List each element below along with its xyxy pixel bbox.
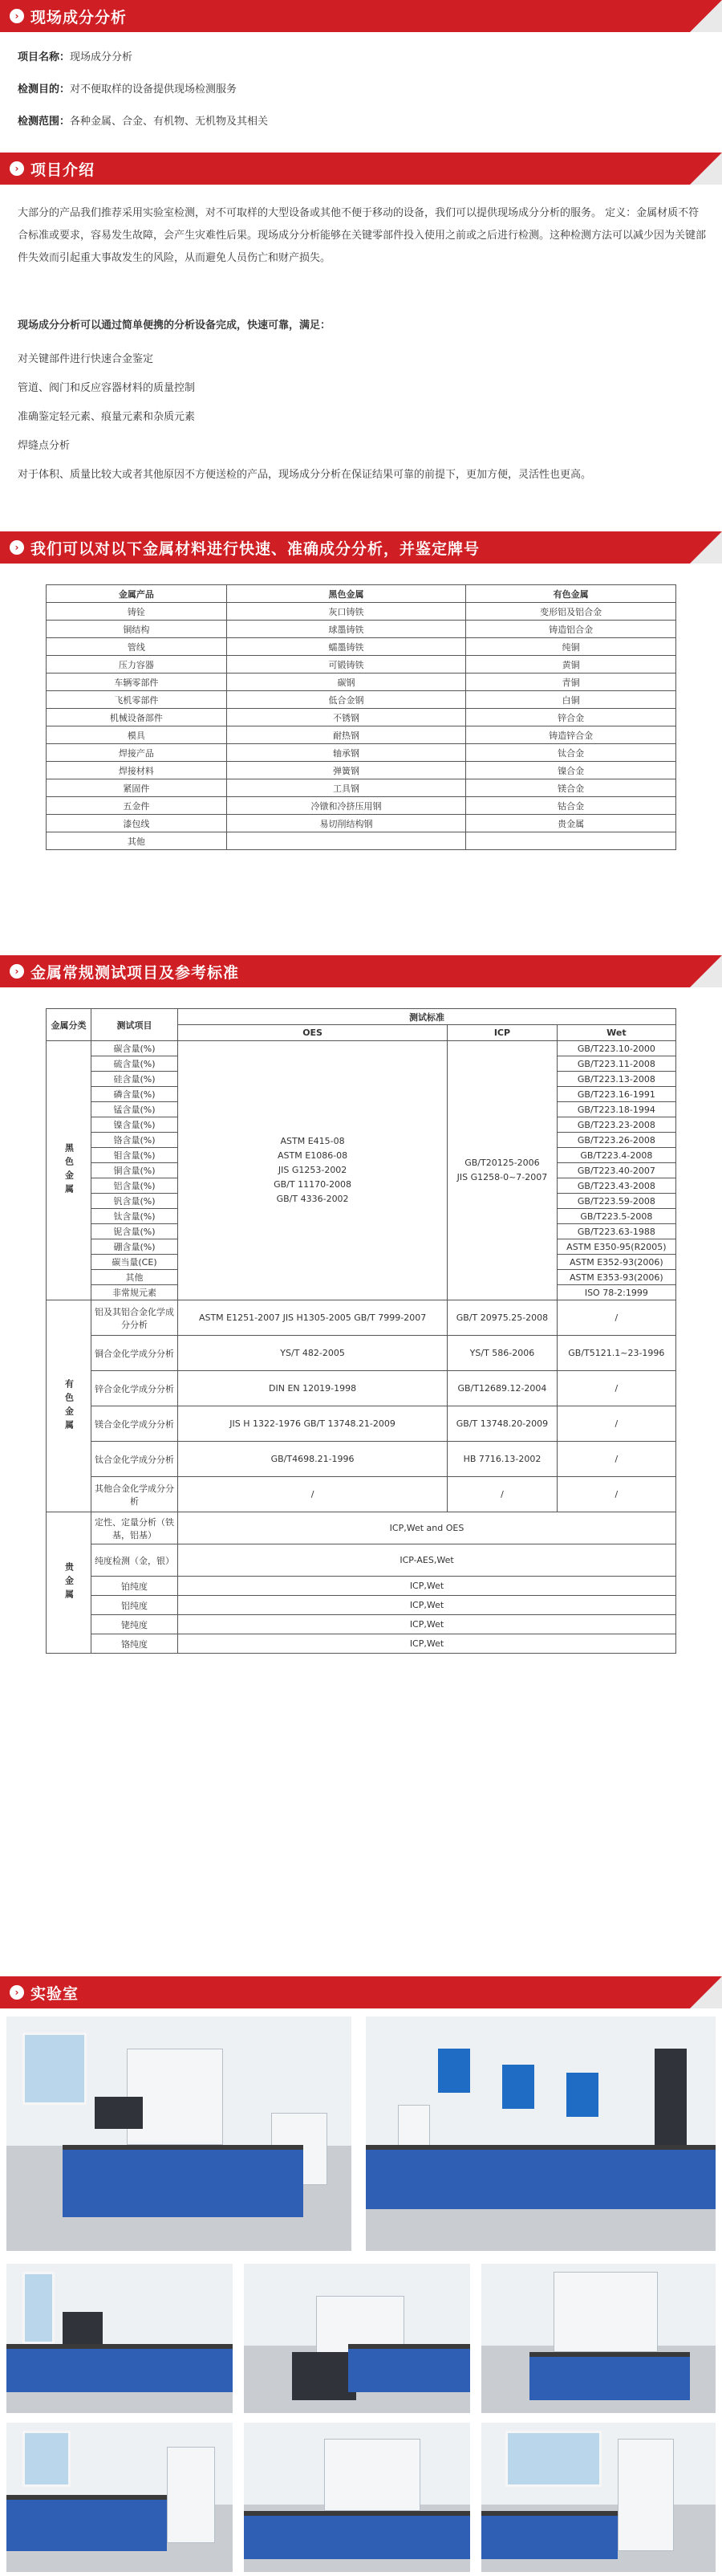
icp-standard: YS/T 586-2006 <box>448 1336 558 1371</box>
table-header-row <box>47 1009 676 1025</box>
test-item: 铜合金化学成分分析 <box>91 1336 178 1371</box>
section-title: 实验室 <box>30 1984 79 2003</box>
table-cell: 铸铨 <box>47 603 227 621</box>
table-row <box>47 638 676 656</box>
chevron-right-icon: › <box>10 9 24 23</box>
wet-standard: / <box>557 1300 675 1336</box>
test-item: 钼含量(%) <box>91 1148 178 1163</box>
table-row <box>47 1615 676 1634</box>
chevron-right-icon: › <box>10 540 24 555</box>
table-header: 黑色金属 <box>226 585 466 603</box>
lab-photo <box>481 2423 716 2572</box>
lab-photo <box>6 2264 233 2413</box>
table-row <box>47 674 676 691</box>
table-cell: 镍合金 <box>466 762 676 779</box>
table-row <box>47 832 676 850</box>
table-header: 金属产品 <box>47 585 227 603</box>
header-oes: OES <box>178 1025 448 1041</box>
icp-standard: GB/T 13748.20-2009 <box>448 1406 558 1442</box>
intro-lead: 现场成分分析可以通过简单便携的分析设备完成，快速可靠，满足： <box>18 319 331 332</box>
table-cell: 轴承钢 <box>226 744 466 762</box>
test-item: 其他 <box>91 1270 178 1285</box>
table-cell: 白铜 <box>466 691 676 709</box>
table-cell: 压力容器 <box>47 656 227 674</box>
project-purpose-label: 检测目的： <box>18 83 71 96</box>
intro-item: 焊缝点分析 <box>18 440 71 452</box>
table-cell <box>226 832 466 850</box>
icp-standard: GB/T12689.12-2004 <box>448 1371 558 1406</box>
table-header: 有色金属 <box>466 585 676 603</box>
test-item: 硫含量(%) <box>91 1056 178 1072</box>
project-purpose-value: 对不便取样的设备提供现场检测服务 <box>70 83 237 96</box>
table-row <box>47 1041 676 1056</box>
table-cell: 紧固件 <box>47 779 227 797</box>
table-cell: 不锈钢 <box>226 709 466 726</box>
test-item: 钒含量(%) <box>91 1194 178 1209</box>
section-header-materials <box>0 531 722 564</box>
oes-standard: YS/T 482-2005 <box>178 1336 448 1371</box>
wet-standard: GB/T223.5-2008 <box>557 1209 675 1224</box>
standard: ICP,Wet <box>178 1634 676 1654</box>
project-name-value: 现场成分分析 <box>70 51 133 63</box>
wet-standard: ISO 78-2:1999 <box>557 1285 675 1300</box>
test-item: 镁合金化学成分分析 <box>91 1406 178 1442</box>
table-cell: 耐热钢 <box>226 726 466 744</box>
oes-standard: JIS H 1322-1976 GB/T 13748.21-2009 <box>178 1406 448 1442</box>
test-item: 纯度检测（金，银） <box>91 1544 178 1577</box>
lab-photo <box>366 2016 716 2251</box>
intro-paragraph: 大部分的产品我们推荐采用实验室检测，对不可取样的大型设备或其他不便于移动的设备，我们可以提供现场成分分析的服务。 定义：金属材质不符合标准或要求，容易发生故障，会产生灾难性后果。现场成分分析能够在关键零部件投入使用之前或之后进行检测。这种检测方法可以减少因为关键部件失效而引起重大事故发生的风险，从而避免人员伤亡和财产损失。 <box>18 207 707 264</box>
test-item: 铝含量(%) <box>91 1178 178 1194</box>
wet-standard: GB/T223.16-1991 <box>557 1087 675 1102</box>
wet-standard: ASTM E352-93(2006) <box>557 1255 675 1270</box>
section-title: 项目介绍 <box>30 161 95 179</box>
class-label: 贵金属 <box>47 1512 91 1654</box>
table-cell: 灰口铸铁 <box>226 603 466 621</box>
wet-standard: GB/T223.23-2008 <box>557 1117 675 1133</box>
test-item: 铬纯度 <box>91 1634 178 1654</box>
table-cell: 青铜 <box>466 674 676 691</box>
table-cell: 管线 <box>47 638 227 656</box>
materials-table <box>46 584 676 850</box>
wet-standard: / <box>557 1442 675 1477</box>
section-header-intro <box>0 153 722 185</box>
standard-text: JIS G1258-0~7-2007 <box>456 1172 548 1182</box>
table-cell: 其他 <box>47 832 227 850</box>
table-cell: 漆包线 <box>47 815 227 832</box>
table-cell: 弹簧钢 <box>226 762 466 779</box>
test-item: 铝及其铝合金化学成分分析 <box>91 1300 178 1336</box>
oes-standard: / <box>178 1477 448 1512</box>
table-row <box>47 691 676 709</box>
wet-standard: GB/T223.59-2008 <box>557 1194 675 1209</box>
class-label: 黑色金属 <box>47 1041 91 1300</box>
table-cell: 可锻铸铁 <box>226 656 466 674</box>
table-row <box>47 1336 676 1371</box>
table-row <box>47 1634 676 1654</box>
test-item: 锌合金化学成分分析 <box>91 1371 178 1406</box>
wet-standard: ASTM E350-95(R2005) <box>557 1239 675 1255</box>
wet-standard: GB/T223.10-2000 <box>557 1041 675 1056</box>
section-title: 金属常规测试项目及参考标准 <box>30 963 240 982</box>
intro-item: 管道、阀门和反应容器材料的质量控制 <box>18 382 196 394</box>
table-row <box>47 726 676 744</box>
standard-text: ASTM E415-08 <box>280 1136 345 1146</box>
section-header-standards <box>0 955 722 987</box>
intro-item: 准确鉴定轻元素、痕量元素和杂质元素 <box>18 411 196 423</box>
table-cell: 变形铝及铝合金 <box>466 603 676 621</box>
table-row <box>47 762 676 779</box>
test-item: 锰含量(%) <box>91 1102 178 1117</box>
table-cell: 低合金钢 <box>226 691 466 709</box>
table-row <box>47 744 676 762</box>
table-cell: 车辆零部件 <box>47 674 227 691</box>
standard-text: JIS G1253-2002 <box>278 1165 347 1175</box>
table-row <box>47 1577 676 1596</box>
header-standard: 测试标准 <box>178 1009 676 1025</box>
table-row <box>47 1512 676 1544</box>
test-item: 定性、定量分析（铁基，铝基） <box>91 1512 178 1544</box>
header-class: 金属分类 <box>47 1009 91 1041</box>
header-corner <box>690 153 722 185</box>
wet-standard: GB/T223.43-2008 <box>557 1178 675 1194</box>
test-item: 铜含量(%) <box>91 1163 178 1178</box>
icp-standard: HB 7716.13-2002 <box>448 1442 558 1477</box>
table-row <box>47 656 676 674</box>
icp-standard: / <box>448 1477 558 1512</box>
test-item: 铌含量(%) <box>91 1224 178 1239</box>
table-row <box>47 1406 676 1442</box>
table-cell: 碳钢 <box>226 674 466 691</box>
chevron-right-icon: › <box>10 964 24 979</box>
section-title: 现场成分分析 <box>30 8 128 26</box>
table-cell: 锌合金 <box>466 709 676 726</box>
oes-standard: GB/T4698.21-1996 <box>178 1442 448 1477</box>
table-cell: 铸造锌合金 <box>466 726 676 744</box>
intro-conclusion: 对于体积、质量比较大或者其他原因不方便送检的产品，现场成分分析在保证结果可靠的前提下，更加方便，灵活性也更高。 <box>18 469 592 481</box>
table-cell: 易切削结构钢 <box>226 815 466 832</box>
intro-item: 对关键部件进行快速合金鉴定 <box>18 353 154 365</box>
table-cell: 铸造铝合金 <box>466 621 676 638</box>
header-corner <box>690 955 722 987</box>
test-item: 铬含量(%) <box>91 1133 178 1148</box>
test-item: 镍含量(%) <box>91 1117 178 1133</box>
class-label: 有色金属 <box>47 1300 91 1512</box>
table-cell: 冷镦和冷挤压用钢 <box>226 797 466 815</box>
oes-standard: ASTM E1251-2007 JIS H1305-2005 GB/T 7999-2007 <box>178 1300 448 1336</box>
lab-photo <box>481 2264 716 2413</box>
test-item: 碳含量(%) <box>91 1041 178 1056</box>
wet-standard: GB/T5121.1~23-1996 <box>557 1336 675 1371</box>
test-item: 碳当量(CE) <box>91 1255 178 1270</box>
test-item: 其他合金化学成分分析 <box>91 1477 178 1512</box>
standard: ICP,Wet and OES <box>178 1512 676 1544</box>
table-row <box>47 815 676 832</box>
header-corner <box>690 0 722 32</box>
wet-standard: / <box>557 1477 675 1512</box>
project-scope-label: 检测范围： <box>18 116 71 128</box>
table-row <box>47 709 676 726</box>
lab-photo <box>244 2423 470 2572</box>
table-cell: 五金件 <box>47 797 227 815</box>
table-row <box>47 779 676 797</box>
standard-text: GB/T 4336-2002 <box>276 1194 349 1204</box>
standard: ICP,Wet <box>178 1596 676 1615</box>
table-cell: 铜结构 <box>47 621 227 638</box>
table-row <box>47 1442 676 1477</box>
header-corner <box>690 1976 722 2008</box>
test-item: 非常规元素 <box>91 1285 178 1300</box>
project-name-label: 项目名称： <box>18 51 71 63</box>
project-scope-value: 各种金属、合金、有机物、无机物及其相关 <box>70 116 269 128</box>
table-cell: 焊接产品 <box>47 744 227 762</box>
table-row <box>47 621 676 638</box>
standard-text: GB/T20125-2006 <box>464 1158 540 1168</box>
table-cell: 贵金属 <box>466 815 676 832</box>
table-cell <box>466 832 676 850</box>
table-row <box>47 603 676 621</box>
header-item: 测试项目 <box>91 1009 178 1041</box>
test-item: 铂纯度 <box>91 1577 178 1596</box>
table-row <box>47 1544 676 1577</box>
test-item: 硅含量(%) <box>91 1072 178 1087</box>
standard: ICP,Wet <box>178 1577 676 1596</box>
wet-standard: GB/T223.4-2008 <box>557 1148 675 1163</box>
header-wet: Wet <box>557 1025 675 1041</box>
table-cell: 焊接材料 <box>47 762 227 779</box>
oes-standard: DIN EN 12019-1998 <box>178 1371 448 1406</box>
wet-standard: GB/T223.26-2008 <box>557 1133 675 1148</box>
chevron-right-icon: › <box>10 161 24 176</box>
wet-standard: GB/T223.18-1994 <box>557 1102 675 1117</box>
standards-table <box>46 1008 676 1654</box>
test-item: 硼含量(%) <box>91 1239 178 1255</box>
project-scope-line <box>18 112 268 128</box>
wet-standard: / <box>557 1371 675 1406</box>
wet-standard: GB/T223.63-1988 <box>557 1224 675 1239</box>
project-name-line <box>18 48 132 63</box>
table-cell: 钴合金 <box>466 797 676 815</box>
standard: ICP-AES,Wet <box>178 1544 676 1577</box>
table-row <box>47 1596 676 1615</box>
table-row <box>47 797 676 815</box>
header-icp: ICP <box>448 1025 558 1041</box>
table-row <box>47 1300 676 1336</box>
table-cell: 钛合金 <box>466 744 676 762</box>
lab-photo <box>244 2264 470 2413</box>
icp-standard: GB/T 20975.25-2008 <box>448 1300 558 1336</box>
lab-photo <box>6 2016 351 2251</box>
section-title: 我们可以对以下金属材料进行快速、准确成分分析，并鉴定牌号 <box>30 539 481 558</box>
standard-text: ASTM E1086-08 <box>278 1150 348 1161</box>
test-item: 铝纯度 <box>91 1596 178 1615</box>
icp-standards <box>448 1041 558 1300</box>
wet-standard: / <box>557 1406 675 1442</box>
section-header-onsite <box>0 0 722 32</box>
section-header-lab <box>0 1976 722 2008</box>
table-cell: 纯铜 <box>466 638 676 656</box>
wet-standard: ASTM E353-93(2006) <box>557 1270 675 1285</box>
wet-standard: GB/T223.13-2008 <box>557 1072 675 1087</box>
table-cell: 模具 <box>47 726 227 744</box>
standard: ICP,Wet <box>178 1615 676 1634</box>
table-cell: 镁合金 <box>466 779 676 797</box>
table-cell: 蠕墨铸铁 <box>226 638 466 656</box>
test-item: 铑纯度 <box>91 1615 178 1634</box>
test-item: 钛含量(%) <box>91 1209 178 1224</box>
test-item: 磷含量(%) <box>91 1087 178 1102</box>
table-row <box>47 1477 676 1512</box>
project-purpose-line <box>18 80 237 96</box>
oes-standards <box>178 1041 448 1300</box>
standard-text: GB/T 11170-2008 <box>274 1179 352 1190</box>
table-row <box>47 1371 676 1406</box>
table-cell: 球墨铸铁 <box>226 621 466 638</box>
table-cell: 黄铜 <box>466 656 676 674</box>
table-cell: 飞机零部件 <box>47 691 227 709</box>
table-cell: 机械设备部件 <box>47 709 227 726</box>
test-item: 钛合金化学成分分析 <box>91 1442 178 1477</box>
table-cell: 工具钢 <box>226 779 466 797</box>
wet-standard: GB/T223.11-2008 <box>557 1056 675 1072</box>
lab-photo <box>6 2423 233 2572</box>
wet-standard: GB/T223.40-2007 <box>557 1163 675 1178</box>
header-corner <box>690 531 722 564</box>
chevron-right-icon: › <box>10 1985 24 2000</box>
